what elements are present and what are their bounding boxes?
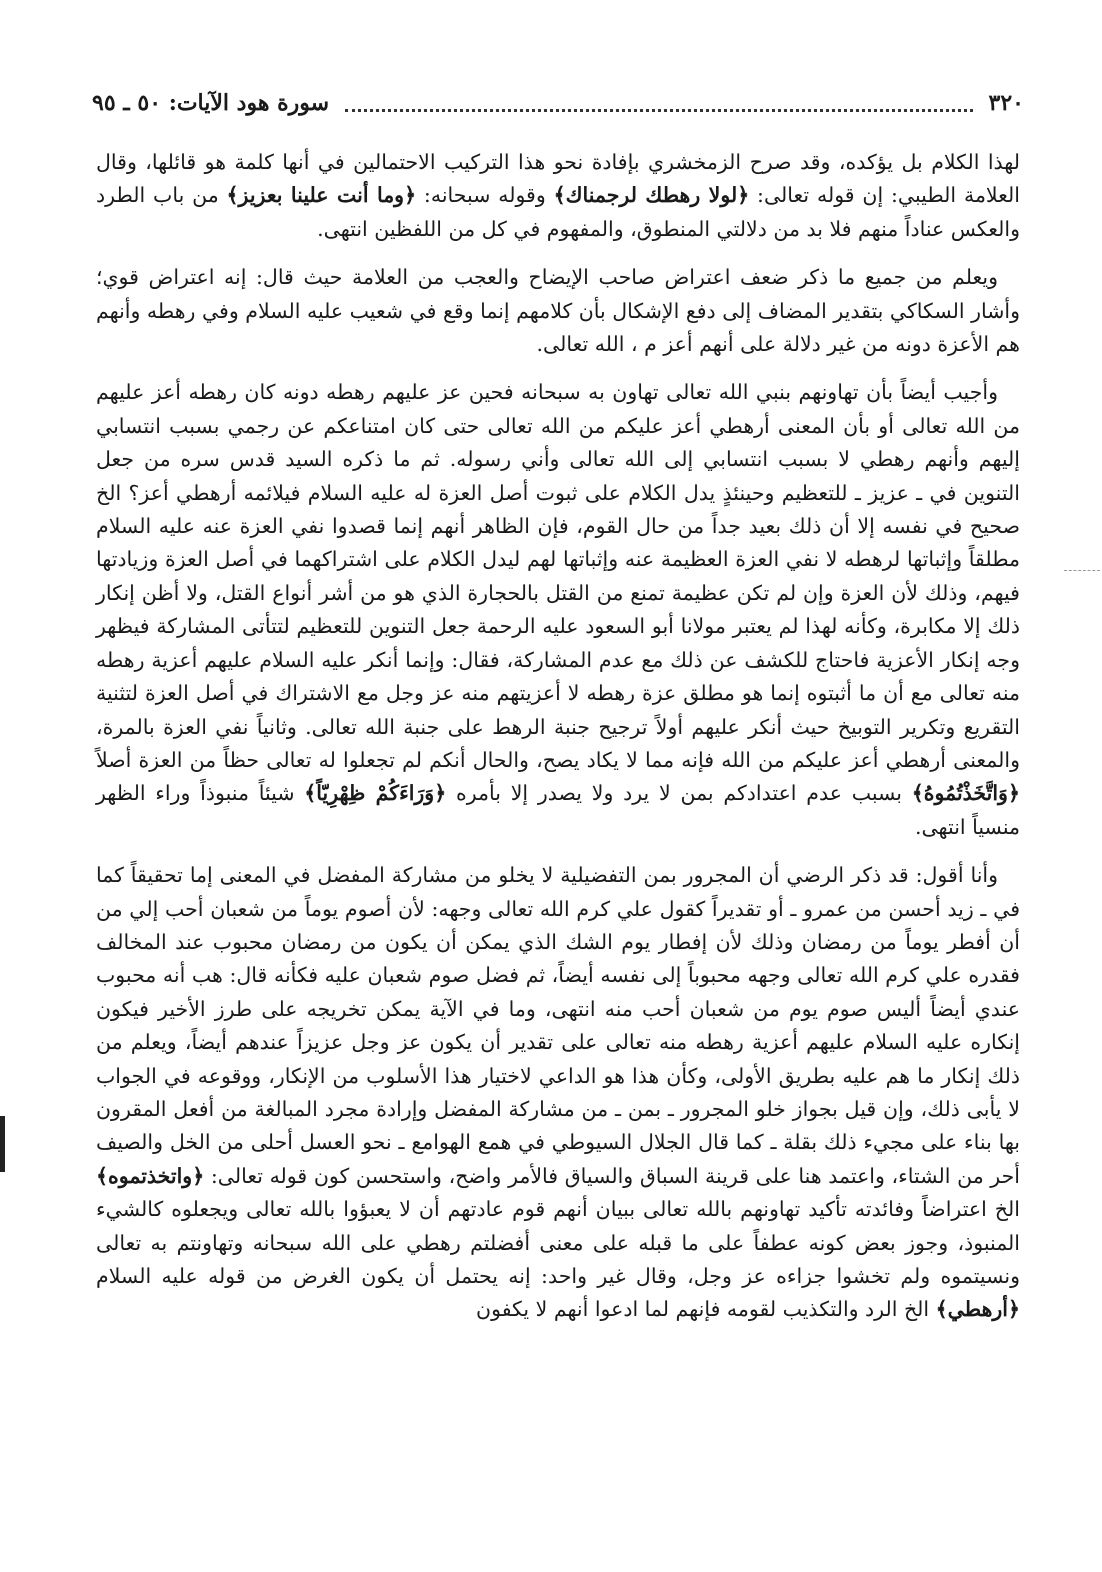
- margin-dash-mark: [1064, 570, 1100, 571]
- page-body: [96, 146, 1020, 1342]
- paragraph-text: من باب الطرد والعكس عناداً منهم فلا بد من دلالتي المنطوق، والمفهوم في كل من اللفظين انتهى.: [96, 183, 1020, 241]
- running-header: [92, 86, 1024, 120]
- quran-quote: ﴿واتخذتموه﴾: [96, 1163, 205, 1188]
- paragraph-text: شيئاً منبوذاً وراء الظهر منسياً انتهى.: [96, 781, 1020, 839]
- quran-quote: ﴿وما أنت علينا بعزيز﴾: [226, 183, 417, 208]
- scan-edge-mark: [0, 1116, 5, 1172]
- page-number: ٣٢٠: [988, 90, 1024, 116]
- header-title: سورة هود الآيات: ٥٠ ـ ٩٥: [92, 90, 330, 116]
- quran-quote: ﴿وَرَاءَكُمْ ظِهْرِيّاً﴾: [304, 781, 447, 806]
- header-leader-dots: [345, 95, 972, 112]
- paragraph-text: ويعلم من جميع ما ذكر ضعف اعتراض صاحب الإيضاح والعجب من العلامة حيث قال: إنه اعتراض قوي؛ وأشار السكاكي بتقدير المضاف إلى دفع الإشكال بأن كلامهم إنما وقع في شعيب عليه السلام وفي رهطه وأنهم هم الأعزة دونه من غير دلالة على أنهم أعز م ، الله تعالى.: [96, 265, 1020, 357]
- quran-quote: ﴿وَاتَّخَذْتُمُوهُ﴾: [911, 781, 1020, 806]
- paragraph-text: الخ اعتراضاً وفائدته تأكيد تهاونهم بالله تعالى ببيان أنهم قوم عادتهم أن لا يعبؤوا بالله تعالى ويجعلوه كالشيء المنبوذ، وجوز بعض كونه عطفاً على ما قبله على معنى أفضلتم رهطي على الله سبحانه وتهاونتم به تعالى ونسيتموه ولم تخشوا جزاءه عز وجل، وقال غير واحد: إنه يحتمل أن يكون الغرض من قوله عليه السلام: [96, 1197, 1020, 1288]
- paragraph: [96, 859, 1020, 1327]
- quran-quote: ﴿لولا رهطك لرجمناك﴾: [553, 183, 750, 208]
- paragraph-text: وقوله سبحانه:: [416, 183, 554, 208]
- paragraph: [96, 261, 1020, 361]
- paragraph-text: لهذا الكلام بل يؤكده، وقد صرح الزمخشري بإفادة نحو هذا التركيب الاحتمالين في أنها كلمة هو قائلها، وقال العلامة الطيبي: إن قوله تعالى:: [96, 150, 1020, 208]
- paragraph-text: الخ الرد والتكذيب لقومه فإنهم لما ادعوا أنهم لا يكفون: [476, 1297, 936, 1322]
- paragraph-text: وأنا أقول: قد ذكر الرضي أن المجرور بمن التفضيلية لا يخلو من مشاركة المفضل في المعنى إما تحقيقاً كما في ـ زيد أحسن من عمرو ـ أو تقديراً كقول علي كرم الله تعالى وجهه: لأن أصوم يوماً من شعبان أحب إلي من أن أفطر يوماً من رمضان وذلك لأن إفطار يوم الشك الذي يمكن أن يكون من رمضان محبوب عند المخالف فقدره علي كرم الله تعالى وجهه محبوباً إلى نفسه أيضاً، ثم فضل صوم شعبان عليه فكأنه قال: هب أنه محبوب عندي أيضاً أليس صوم يوم من شعبان أحب منه انتهى، وما في الآية يمكن تخريجه على طرز الأخير فيكون إنكاره عليه السلام عليهم أعزية رهطه منه تعالى على تقدير أن يكون عز وجل عزيزاً عندهم أيضاً، ويعلم من ذلك إنكار ما هم عليه بطريق الأولى، وكأن هذا هو الداعي لاختيار هذا الأسلوب من الإنكار، ووقوعه في الجواب لا يأبى ذلك، وإن قيل بجواز خلو المجرور ـ بمن ـ من مشاركة المفضل وإرادة مجرد المبالغة من أفعل المقرون بها بناء على مجيء ذلك بقلة ـ كما قال الجلال السيوطي في همع الهوامع ـ نحو العسل أحلى من الخل والصيف أحر من الشتاء، واعتمد هنا على قرينة السباق والسياق فالأمر واضح، واستحسن كون قوله تعالى:: [96, 863, 1020, 1188]
- paragraph: [96, 376, 1020, 844]
- paragraph-text: وأجيب أيضاً بأن تهاونهم بنبي الله تعالى تهاون به سبحانه فحين عز عليهم رهطه دونه كان رهطه أعز عليهم من الله تعالى أو بأن المعنى أرهطي أعز عليكم من الله تعالى حتى كان امتناعكم عن رجمي بسبب انتسابي إليهم وأنهم رهطي لا بسبب انتسابي إلى الله تعالى وأني رسوله. ثم ما ذكره السيد قدس سره من جعل التنوين في ـ عزيز ـ للتعظيم وحينئذٍ يدل الكلام على ثبوت أصل العزة له عليه السلام فيلائمه أرهطي أعز؟ الخ صحيح في نفسه إلا أن ذلك بعيد جداً من حال القوم، فإن الظاهر أنهم إنما قصدوا نفي العزة عنه عليه السلام مطلقاً وإثباتها لرهطه لا نفي العزة العظيمة عنه وإثباتها لهم ليدل الكلام على اشتراكهما في أصل العزة وزيادتها فيهم، وذلك لأن العزة وإن لم تكن عظيمة تمنع من القتل بالحجارة الذي هو من أشر أنواع القتل، ولا أظن إنكار ذلك إلا مكابرة، وكأنه لهذا لم يعتبر مولانا أبو السعود عليه الرحمة جعل التنوين للتعظيم لتتأتى المشاركة فيظهر وجه إنكار الأعزية فاحتاج للكشف عن ذلك مع عدم المشاركة، فقال: وإنما أنكر عليه السلام عليهم أعزية رهطه منه تعالى مع أن ما أثبتوه إنما هو مطلق عزة رهطه لا أعزيتهم منه عز وجل مع الاشتراك في أصل العزة لتثنية التقريع وتكرير التوبيخ حيث أنكر عليهم أولاً ترجيح جنبة الرهط على جنبة الله تعالى. وثانياً نفي العزة بالمرة، والمعنى أرهطي أعز عليكم من الله فإنه مما لا يكاد يصح، والحال أنكم لم تجعلوا له تعالى حظاً من العزة أصلاً: [96, 380, 1020, 772]
- paragraph: [96, 146, 1020, 246]
- quran-quote: ﴿أرهطي﴾: [935, 1297, 1020, 1322]
- paragraph-text: بسبب عدم اعتدادكم بمن لا يرد ولا يصدر إلا بأمره: [446, 781, 912, 806]
